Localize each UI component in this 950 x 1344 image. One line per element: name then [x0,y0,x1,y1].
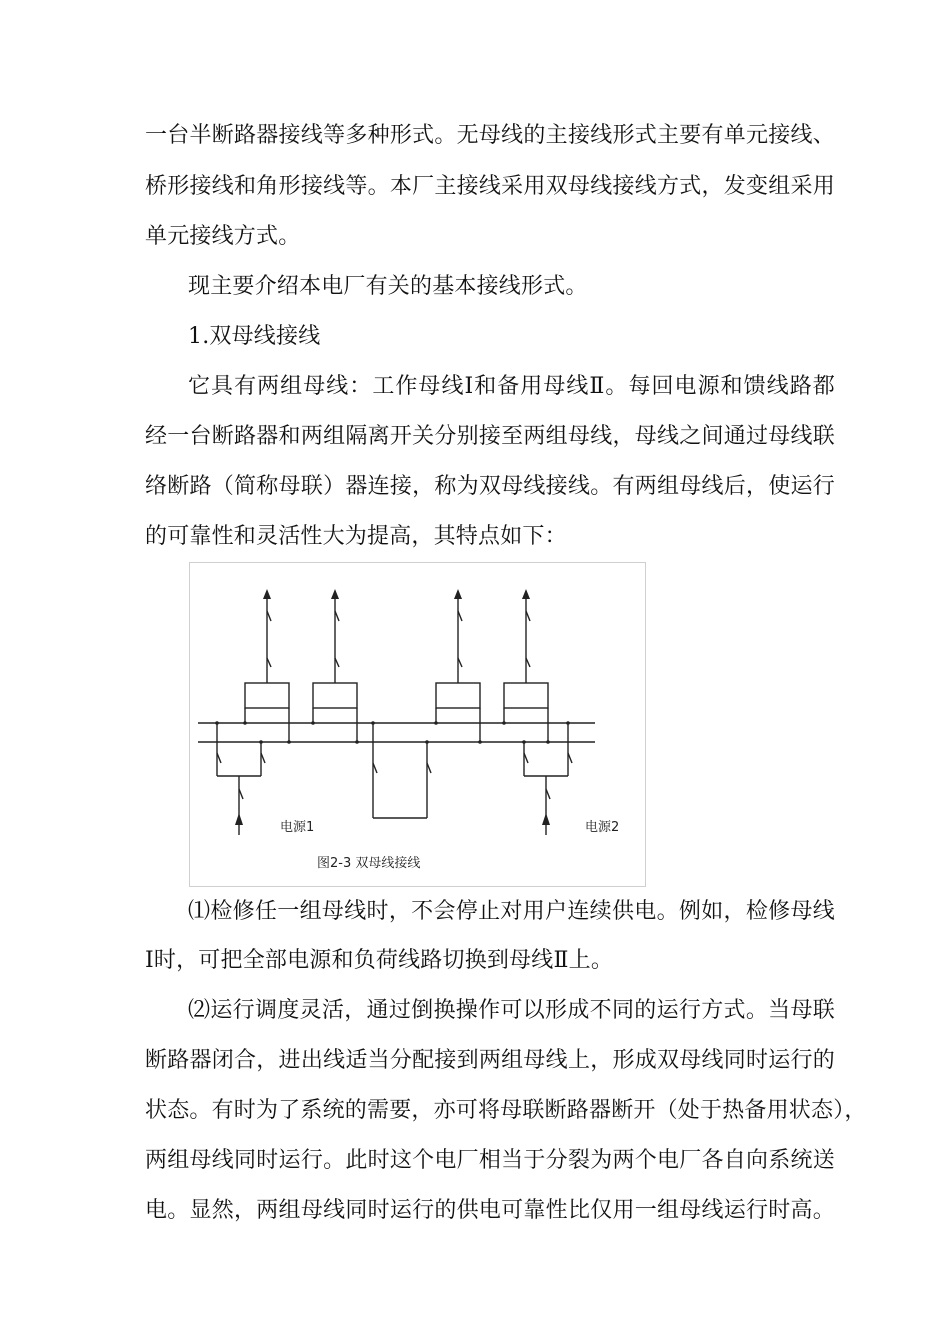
double-bus-diagram [189,562,646,887]
paragraph-line: 状态。有时为了系统的需要，亦可将母联断路器断开（处于热备用状态）， [145,1098,867,1123]
source-1-label: 电源1 [280,820,315,835]
paragraph-line: 它具有两组母线：工作母线Ⅰ和备用母线Ⅱ。每回电源和馈线路都 [188,374,835,399]
paragraph-line: 桥形接线和角形接线等。本厂主接线采用双母线接线方式，发变组采用 [145,174,835,199]
source-2-label: 电源2 [585,820,620,835]
paragraph-line: 断路器闭合，进出线适当分配接到两组母线上，形成双母线同时运行的 [145,1048,835,1073]
paragraph-line: ⑴检修任一组母线时，不会停止对用户连续供电。例如，检修母线 [188,899,835,924]
paragraph-line: 的可靠性和灵活性大为提高，其特点如下： [145,524,567,549]
paragraph-line: 单元接线方式。 [145,224,301,249]
paragraph-line: 现主要介绍本电厂有关的基本接线形式。 [188,274,588,299]
paragraph-line: 一台半断路器接线等多种形式。无母线的主接线形式主要有单元接线、 [145,123,835,148]
paragraph-line: Ⅰ时，可把全部电源和负荷线路切换到母线Ⅱ上。 [145,948,614,973]
feeder-arrows [263,589,530,599]
paragraph-line: 经一台断路器和两组隔离开关分别接至两组母线，母线之间通过母线联 [145,424,835,449]
paragraph-line: ⑵运行调度灵活，通过倒换操作可以形成不同的运行方式。当母联 [188,998,835,1023]
section-heading: 1.双母线接线 [188,324,321,349]
paragraph-line: 电。显然，两组母线同时运行的供电可靠性比仅用一组母线运行时高。 [145,1198,835,1223]
paragraph-line: 两组母线同时运行。此时这个电厂相当于分裂为两个电厂各自向系统送 [145,1148,835,1173]
paragraph-line: 络断路（简称母联）器连接，称为双母线接线。有两组母线后，使运行 [145,474,835,499]
figure-caption: 图2-3 双母线接线 [317,856,421,871]
